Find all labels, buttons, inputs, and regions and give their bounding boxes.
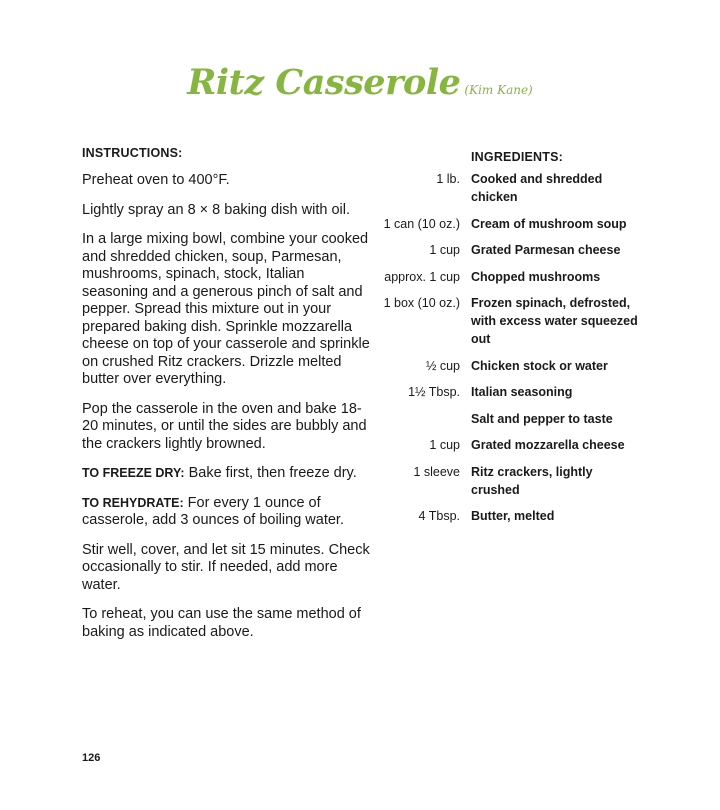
instruction-step: Lightly spray an 8 × 8 baking dish with oil. [82, 201, 351, 218]
ingredient-name: Grated Parmesan cheese [471, 243, 621, 257]
recipe-title: Ritz Casserole [187, 62, 461, 103]
ingredient-name: Ritz crackers, lightly crushed [471, 464, 593, 497]
ingredient-row [380, 507, 680, 525]
ingredient-name: Chopped mushrooms [471, 269, 601, 284]
ingredient-qty [380, 410, 471, 428]
recipe-header [0, 62, 720, 103]
ingredient-name: Butter, melted [471, 509, 555, 523]
ingredient-row [380, 170, 680, 206]
ingredient-row [380, 268, 680, 286]
ingredient-qty: 1 cup [429, 438, 460, 452]
rehydrate-text: For every 1 ounce of casserole, add 3 ounces of boiling water. [82, 494, 344, 528]
ingredient-qty: approx. 1 cup [384, 269, 460, 284]
ingredient-row [380, 463, 680, 499]
ingredient-row [380, 294, 680, 348]
ingredient-row [380, 215, 680, 233]
ingredient-name: Italian seasoning [471, 385, 573, 399]
ingredient-qty: 1½ Tbsp. [408, 385, 460, 399]
ingredient-row [380, 357, 680, 375]
instructions-heading: INSTRUCTIONS: [82, 146, 183, 160]
recipe-author: (Kim Kane) [464, 83, 533, 97]
ingredient-name: Salt and pepper to taste [471, 411, 613, 426]
ingredient-row [380, 436, 680, 454]
ingredient-row [380, 241, 680, 259]
ingredient-row [380, 383, 680, 401]
ingredient-name: Cooked and shredded chicken [471, 172, 603, 204]
ingredient-row [380, 410, 680, 428]
freeze-dry-note [82, 465, 372, 483]
ingredient-qty: 1 cup [429, 243, 460, 257]
ingredient-name: Grated mozzarella cheese [471, 438, 625, 452]
ingredient-qty: 1 lb. [436, 172, 460, 186]
ingredient-qty: ½ cup [425, 358, 460, 373]
ingredient-qty: 1 sleeve [413, 464, 460, 479]
instruction-step: Pop the casserole in the oven and bake 18-20 minutes, or until the sides are bubbly and the crackers lightly browned. [82, 400, 367, 452]
ingredient-qty: 1 can (10 oz.) [383, 216, 460, 231]
ingredients-heading: INGREDIENTS: [471, 150, 563, 164]
instruction-step: Preheat oven to 400°F. [82, 172, 230, 188]
ingredients-section [380, 150, 680, 534]
freeze-dry-text: Bake first, then freeze dry. [184, 465, 357, 481]
instruction-step: Stir well, cover, and let sit 15 minutes. Check occasionally to stir. If needed, add more water. [82, 541, 370, 593]
instruction-step: In a large mixing bowl, combine your cooked and shredded chicken, soup, Parmesan, mushrooms, spinach, stock, Italian seasoning and a generous pinch of salt and pepper. Spread this mixture out in your prepared baking dish. Sprinkle mozzarella cheese on top of your casserole and sprinkle on crushed Ritz crackers. Drizzle melted butter over everything. [82, 231, 370, 387]
freeze-dry-label: TO FREEZE DRY: [82, 466, 185, 480]
instructions-section [82, 146, 372, 653]
ingredient-qty: 1 box (10 oz.) [383, 296, 460, 310]
ingredient-qty: 4 Tbsp. [418, 509, 460, 523]
ingredient-name: Frozen spinach, defrosted, with excess water squeezed out [471, 296, 638, 346]
rehydrate-label: TO REHYDRATE: [82, 495, 184, 510]
rehydrate-note [82, 495, 372, 530]
page-number: 126 [82, 752, 101, 764]
ingredient-name: Chicken stock or water [471, 358, 608, 373]
instruction-step: To reheat, you can use the same method of baking as indicated above. [82, 606, 361, 640]
ingredient-name: Cream of mushroom soup [471, 216, 627, 231]
